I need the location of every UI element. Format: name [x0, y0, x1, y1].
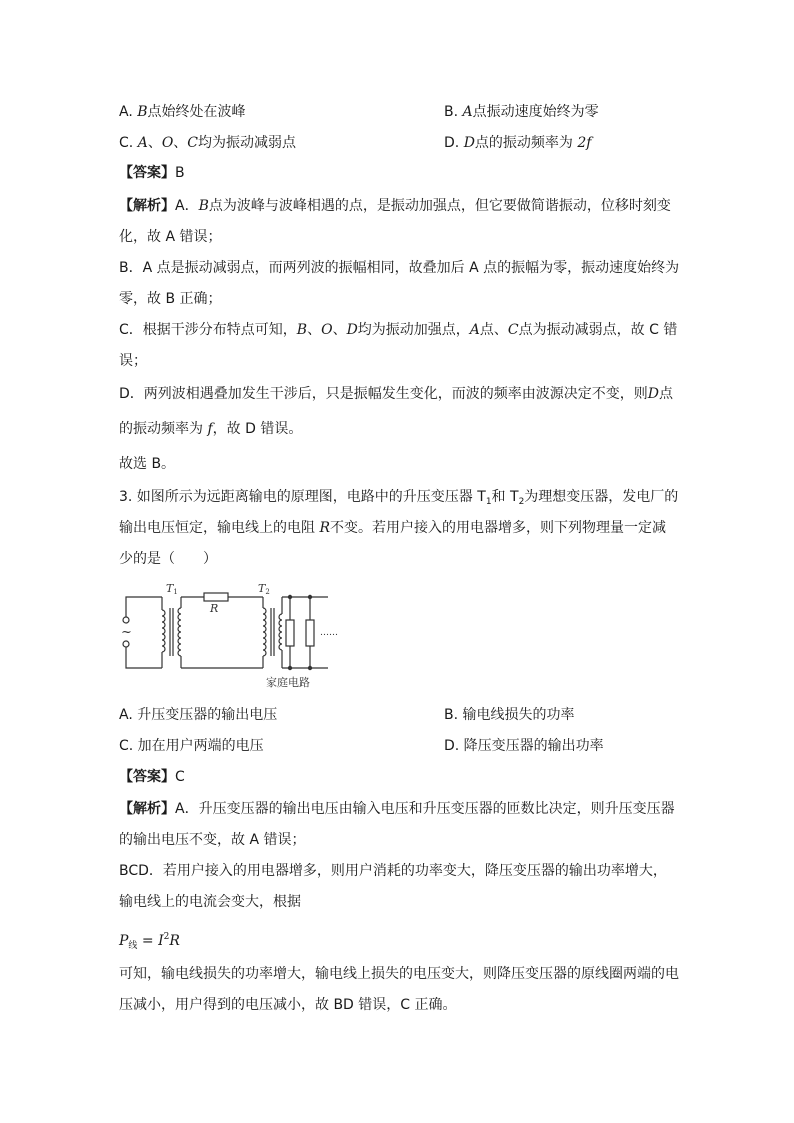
q3-option-a: A. 升压变压器的输出电压 — [119, 707, 278, 723]
q2-analysis-c-line1: C．根据干涉分布特点可知，B、O、D均为振动加强点，A点、C点为振动减弱点，故 C 错 — [119, 322, 678, 338]
household-circuit-caption: 家庭电路 — [266, 676, 310, 689]
q3-option-d: D. 降压变压器的输出功率 — [444, 738, 604, 754]
q2-analysis-c-line2: 误； — [119, 353, 147, 369]
q2-answer: 【答案】B — [119, 165, 185, 181]
q2-option-c: C. A、O、C均为振动减弱点 — [119, 135, 297, 151]
resistor-label: R — [210, 602, 219, 615]
q2-option-b: B. A点振动速度始终为零 — [444, 104, 599, 120]
q2-option-d: D. D点的振动频率为 2f — [444, 135, 592, 151]
household-load-1 — [286, 620, 294, 646]
q2-conclusion: 故选 B。 — [119, 456, 176, 472]
q3-analysis-a-line2: 的输出电压不变，故 A 错误； — [119, 832, 306, 848]
t1-label: T1 — [166, 582, 178, 596]
q2-option-a: A. B点始终处在波峰 — [119, 104, 246, 120]
q2-analysis-b-line1: B．A 点是振动减弱点，而两列波的振幅相同，故叠加后 A 点的振幅为零，振动速度始终为 — [119, 260, 680, 276]
household-load-2 — [306, 620, 314, 646]
q2-analysis-d-line2: 的振动频率为 f，故 D 错误。 — [119, 421, 303, 437]
q2-analysis-a-line1: 【解析】A．B点为波峰与波峰相遇的点，是振动加强点，但它要做简谐振动，位移时刻变 — [119, 198, 671, 214]
t2-label: T2 — [258, 582, 270, 596]
q3-stem-line1: 3. 如图所示为远距离输电的原理图，电路中的升压变压器 $T_1$和 $T_2$为理想变压器，发电厂的 — [119, 489, 679, 507]
power-loss-formula: $P_线 = I^2R$ — [119, 932, 180, 951]
transmission-circuit-diagram — [110, 580, 350, 692]
q2-analysis-a-line2: 化，故 A 错误； — [119, 229, 222, 245]
q3-stem-line3: 少的是（ ） — [119, 551, 217, 567]
more-loads-dots: …… — [320, 628, 338, 638]
ac-source-symbol: ~ — [121, 625, 132, 640]
q3-analysis-a-line1: 【解析】A．升压变压器的输出电压由输入电压和升压变压器的匝数比决定，则升压变压器 — [119, 801, 675, 817]
q2-analysis-d-line1: D．两列波相遇叠加发生干涉后，只是振幅发生变化，而波的频率由波源决定不变，则D点 — [119, 386, 674, 402]
q3-analysis-bcd-line1: BCD．若用户接入的用电器增多，则用户消耗的功率变大，降压变压器的输出功率增大， — [119, 863, 667, 879]
q3-option-c: C. 加在用户两端的电压 — [119, 738, 264, 754]
q3-analysis-bcd-line2: 输电线上的电流会变大，根据 — [119, 894, 301, 910]
q3-answer: 【答案】C — [119, 769, 185, 785]
q3-analysis-conclusion-line1: 可知，输电线损失的功率增大，输电线上损失的电压变大，则降压变压器的原线圈两端的电 — [119, 966, 679, 982]
q3-option-b: B. 输电线损失的功率 — [444, 707, 575, 723]
resistor-r — [204, 593, 228, 601]
q3-stem-line2: 输出电压恒定，输电线上的电阻 R不变。若用户接入的用电器增多，则下列物理量一定减 — [119, 520, 666, 536]
q3-analysis-conclusion-line2: 压减小，用户得到的电压减小，故 BD 错误，C 正确。 — [119, 997, 457, 1013]
q2-analysis-b-line2: 零，故 B 正确； — [119, 291, 222, 307]
